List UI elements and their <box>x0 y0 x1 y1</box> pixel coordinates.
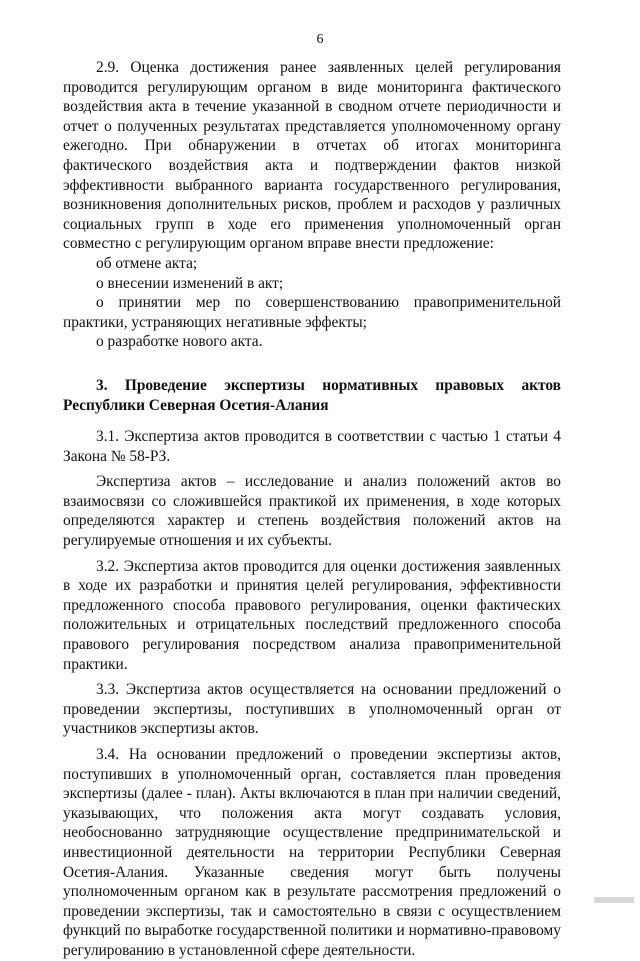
list-item-amend: о внесении изменений в акт; <box>96 274 284 292</box>
paragraph-expertise-definition: Экспертиза актов – исследование и анализ положений актов во взаимосвязи со сложившейся практикой их применения, в ходе которых определяются характер и степень воздействия положений актов на регулируемые отношения и их субъекты. <box>63 473 561 550</box>
list-item-repeal: об отмене акта; <box>96 254 198 272</box>
paragraph-3-1: 3.1. Экспертиза актов проводится в соответствии с частью 1 статьи 4 Закона № 58-РЗ. <box>63 428 561 465</box>
paragraph-3-3: 3.3. Экспертиза актов осуществляется на основании предложений о проведении экспертизы, поступивших в уполномоченный орган от участников экспертизы актов. <box>63 681 561 738</box>
list-item-practice: о принятии мер по совершенствованию правоприменительной практики, устраняющих негативные эффекты; <box>63 294 561 331</box>
section-heading: 3. Проведение экспертизы нормативных правовых актов Республики Северная Осетия-Алания <box>63 376 561 414</box>
list-item-new-act: о разработке нового акта. <box>96 333 263 351</box>
paragraph-3-4: 3.4. На основании предложений о проведении экспертизы актов, поступивших в уполномоченный орган, составляется план проведения экспертизы (далее - план). Акты включаются в план при наличии сведений, указывающих, что положения акта могут создавать условия, необоснованно затрудняющие осуществление предпринимательской и инвестиционной деятельности на территории Республики Северная Осетия-Алания. Указанные сведения могут быть получены уполномоченным органом как в результате рассмотрения предложений о проведении экспертизы, так и самостоятельно в связи с осуществлением функций по выработке государственной политики и нормативно-правовому регулированию в установленной сфере деятельности. <box>63 746 561 959</box>
scan-artifact <box>594 897 634 903</box>
paragraph-2-9: 2.9. Оценка достижения ранее заявленных целей регулирования проводится регулирующим органом в виде мониторинга фактического воздействия акта в течение указанной в сводном отчете периодичности и отчет о полученных результатах представляется уполномоченному органу ежегодно. При обнаружении в отчетах об итогах мониторинга фактического воздействия акта и подтверждении фактов низкой эффективности выбранного варианта государственного регулирования, возникновения дополнительных рисков, проблем и расходов у различных социальных групп в ходе его применения уполномоченный орган совместно с регулирующим органом вправе внести предложение: <box>63 59 561 253</box>
paragraph-3-2: 3.2. Экспертиза актов проводится для оценки достижения заявленных в ходе их разработки и принятия целей регулирования, эффективности предложенного способа правового регулирования, оценки фактических положительных и отрицательных последствий предложенного способа правового регулирования посредством анализа правоприменительной практики. <box>63 557 561 673</box>
page-number: 6 <box>316 32 324 47</box>
document-body <box>63 58 561 961</box>
